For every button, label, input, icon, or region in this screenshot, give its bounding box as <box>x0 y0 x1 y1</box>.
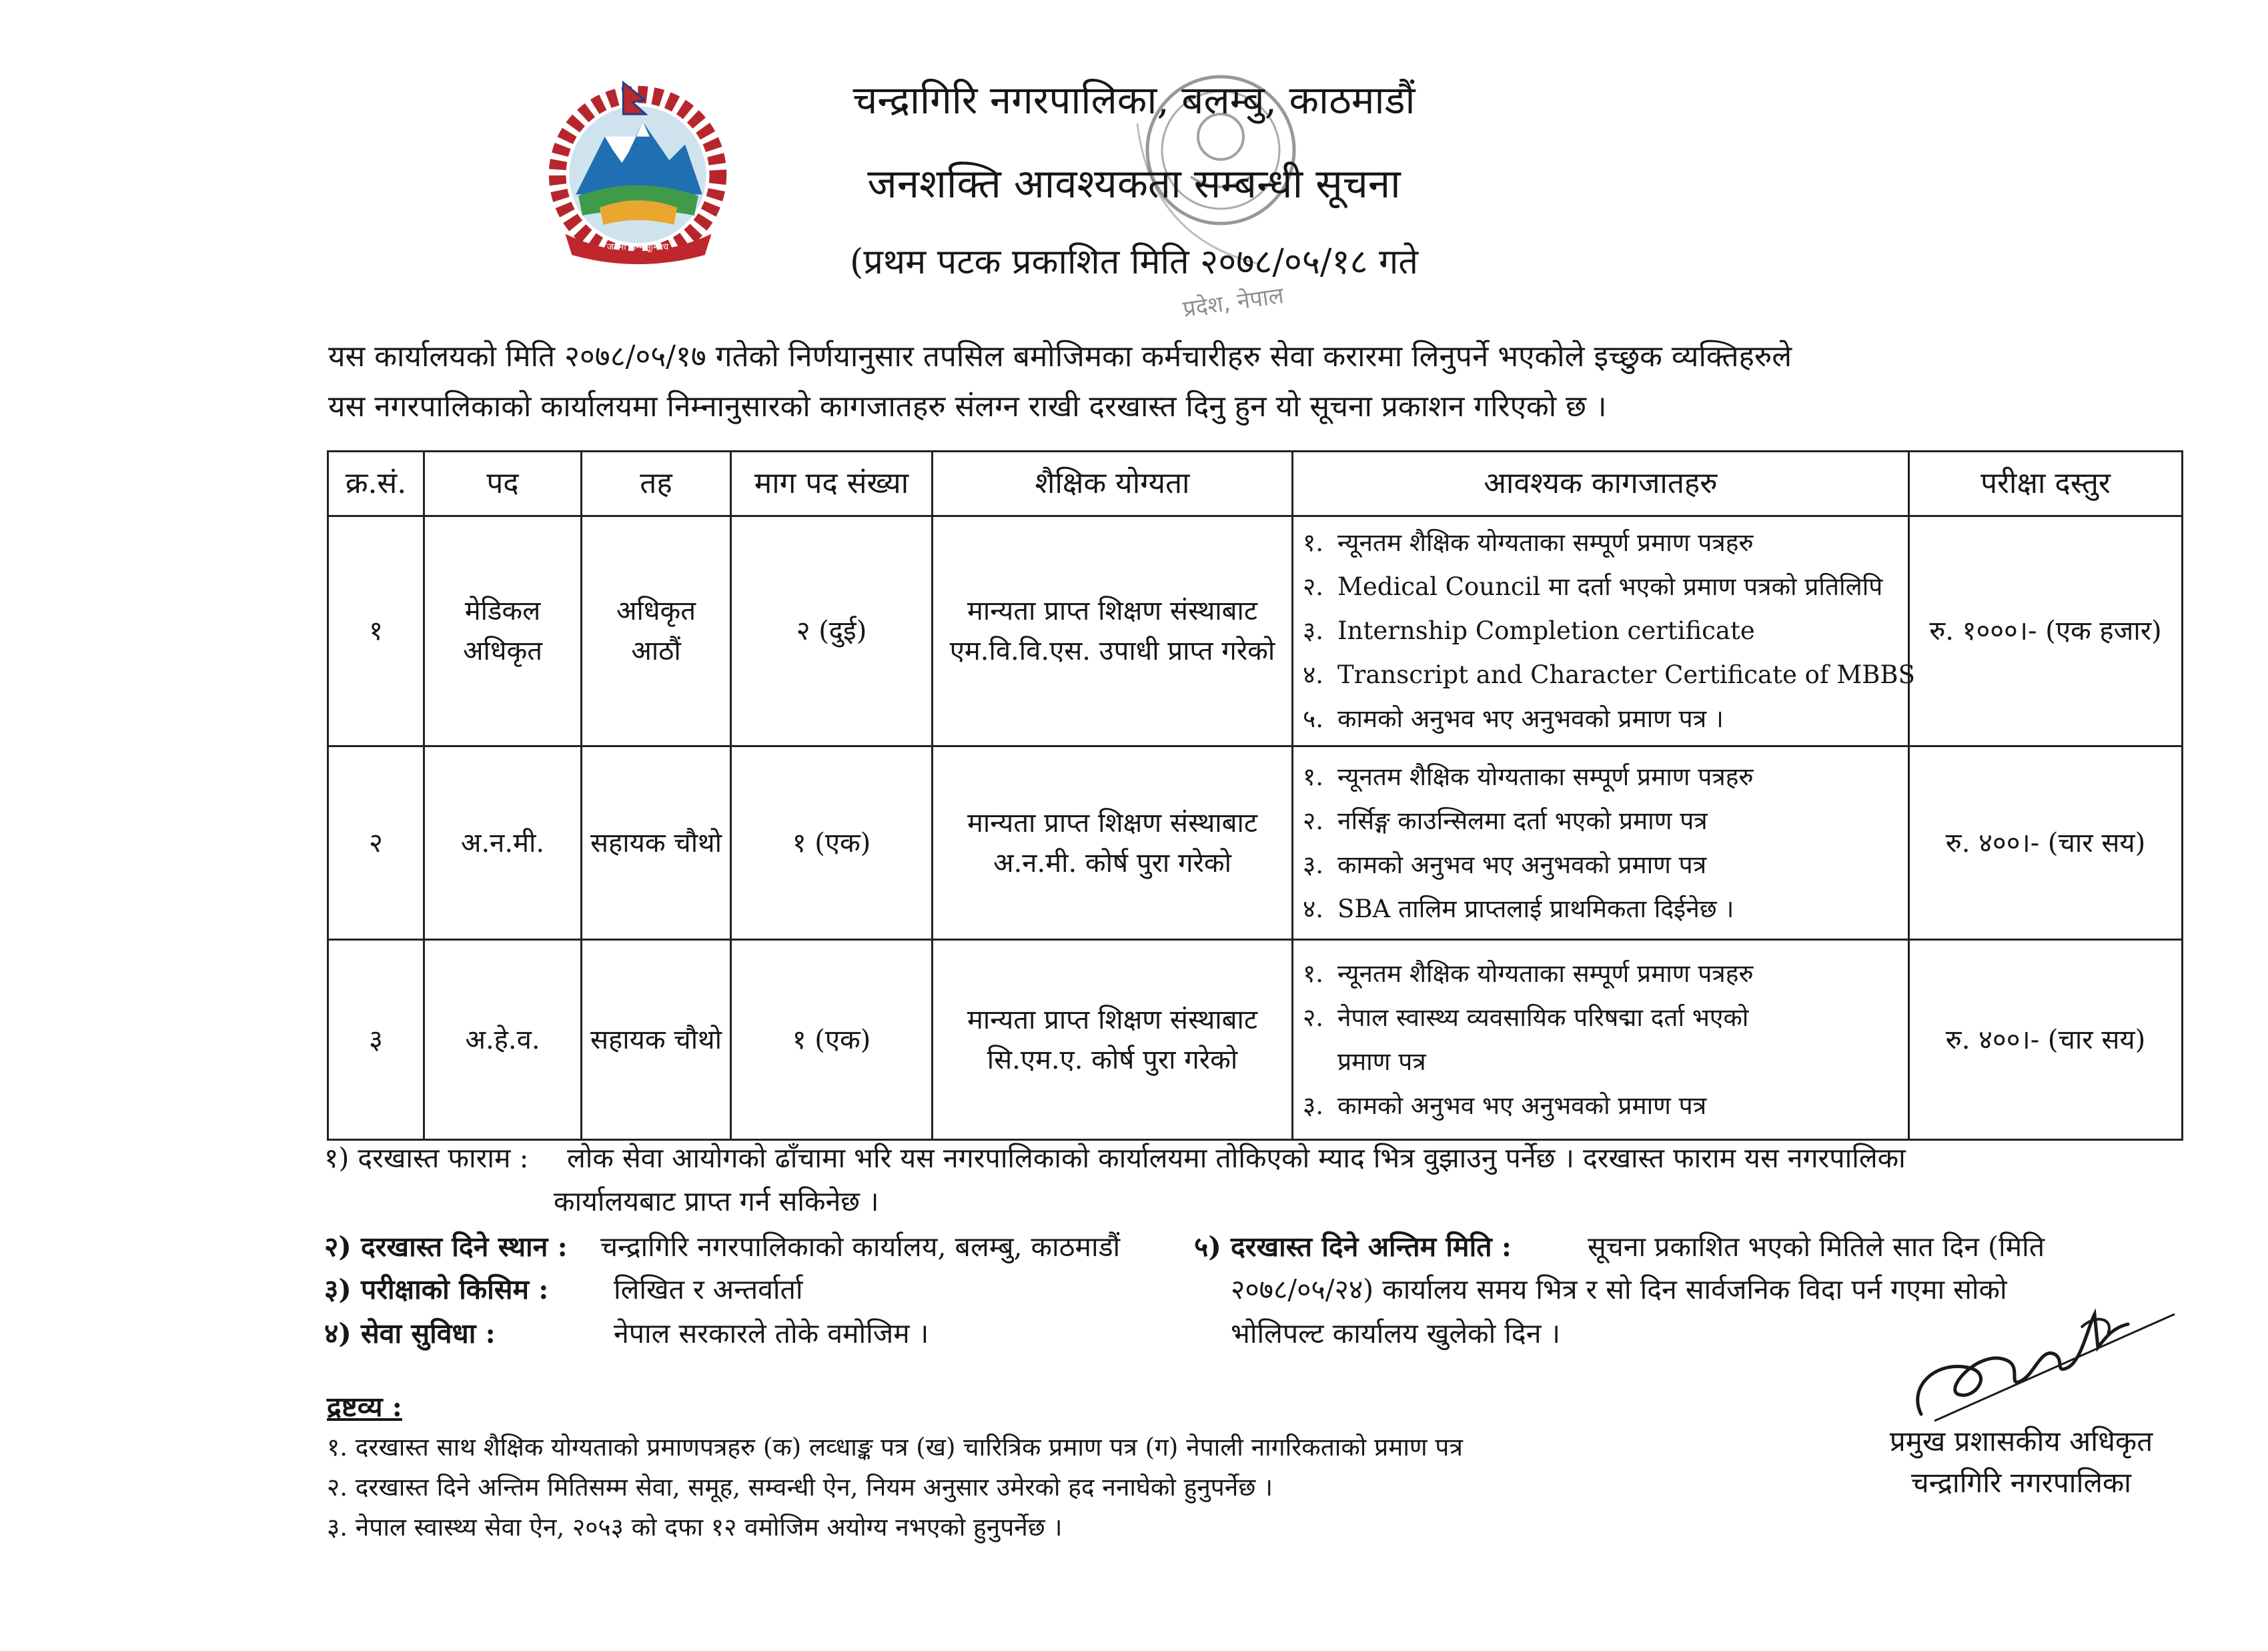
place-label: २) दरखास्त दिने स्थान : <box>324 1231 568 1263</box>
exam-type-text: लिखित र अन्तर्वार्ता <box>614 1273 803 1305</box>
publish-date-line: (प्रथम पटक प्रकाशित मिति २०७८/०५/१८ गते <box>850 242 1418 282</box>
table-row <box>328 746 2183 940</box>
cell-count: १ (एक) <box>731 746 933 940</box>
signatory-office: चन्द्रागिरि नगरपालिका <box>1910 1466 2132 1499</box>
document-item: १. न्यूनतम शैक्षिक योग्यताका सम्पूर्ण प्रमाण पत्रहरु <box>1303 959 1754 988</box>
cell-sn: ३ <box>328 940 424 1140</box>
notice-subtitle: जनशक्ति आवश्यकता सम्बन्धी सूचना <box>867 161 1401 207</box>
document-item: २. नर्सिङ्ग काउन्सिलमा दर्ता भएको प्रमाण पत्र <box>1303 806 1708 835</box>
cell-sn: १ <box>328 516 424 746</box>
document-item: २. नेपाल स्वास्थ्य व्यवसायिक परिषद्मा दर्ता भएको <box>1303 1003 1749 1032</box>
form-text-2: कार्यालयबाट प्राप्त गर्न सकिनेछ । <box>554 1185 879 1217</box>
cell-level: सहायक चौथो <box>582 746 731 940</box>
cell-qualification: मान्यता प्राप्त शिक्षण संस्थाबाट अ.न.मी. कोर्ष पुरा गरेको <box>933 746 1293 940</box>
col-header-sn: क्र.सं. <box>328 452 424 516</box>
notes-title: द्रष्टव्य : <box>327 1391 402 1423</box>
deadline-text-3: भोलिपल्ट कार्यालय खुलेको दिन । <box>1231 1317 1561 1349</box>
document-item: २. Medical Council मा दर्ता भएको प्रमाण पत्रको प्रतिलिपि <box>1303 572 1883 601</box>
cell-count: १ (एक) <box>731 940 933 1140</box>
cell-documents <box>1293 746 1909 940</box>
table-row <box>328 940 2183 1140</box>
note-item: २. दरखास्त दिने अन्तिम मितिसम्म सेवा, समूह, सम्वन्धी ऐन, नियम अनुसार उमेरको हद ननाघेको हुनुपर्नेछ । <box>327 1473 1273 1502</box>
svg-text:जननी जन्मभूमिश्च: जननी जन्मभूमिश्च <box>606 241 669 253</box>
cell-count: २ (दुई) <box>731 516 933 746</box>
col-header-level: तह <box>582 452 731 516</box>
col-header-post: पद <box>424 452 582 516</box>
cell-level: अधिकृत आठौं <box>582 516 731 746</box>
document-item: १. न्यूनतम शैक्षिक योग्यताका सम्पूर्ण प्रमाण पत्रहरु <box>1303 762 1754 791</box>
deadline-label: ५) दरखास्त दिने अन्तिम मिति : <box>1194 1231 1512 1263</box>
cell-fee: रु. ४००।- (चार सय) <box>1909 746 2183 940</box>
document-item: ५. कामको अनुभव भए अनुभवको प्रमाण पत्र । <box>1303 704 1724 733</box>
cell-documents <box>1293 516 1915 746</box>
document-item: ३. कामको अनुभव भए अनुभवको प्रमाण पत्र <box>1303 850 1707 879</box>
cell-post: अ.न.मी. <box>424 746 582 940</box>
table-row <box>328 516 2183 746</box>
cell-fee: रु. ४००।- (चार सय) <box>1909 940 2183 1140</box>
intro-line-2: यस नगरपालिकाको कार्यालयमा निम्नानुसारको कागजातहरु संलग्न राखी दरखास्त दिनु हुन यो सूचना प्रकाशन गरिएको छ । <box>328 390 1607 424</box>
cell-documents <box>1293 940 1909 1140</box>
deadline-text-2: २०७८/०५/२४) कार्यालय समय भित्र र सो दिन सार्वजनिक विदा पर्न गएमा सोको <box>1231 1273 2007 1305</box>
service-label: ४) सेवा सुविधा : <box>324 1317 496 1349</box>
exam-type-label: ३) परीक्षाको किसिम : <box>324 1273 549 1305</box>
office-title: चन्द्रागिरि नगरपालिका, बलम्बु, काठमाडौं <box>853 77 1415 123</box>
signatory-title: प्रमुख प्रशासकीय अधिकृत <box>1889 1425 2153 1458</box>
table-header-row <box>328 452 2183 516</box>
cell-post: मेडिकल अधिकृत <box>424 516 582 746</box>
place-text: चन्द्रागिरि नगरपालिकाको कार्यालय, बलम्बु, काठमाडौं <box>600 1231 1121 1263</box>
document-item: ३. कामको अनुभव भए अनुभवको प्रमाण पत्र <box>1303 1091 1707 1120</box>
cell-qualification: मान्यता प्राप्त शिक्षण संस्थाबाट सि.एम.ए. कोर्ष पुरा गरेको <box>933 940 1293 1140</box>
cell-level: सहायक चौथो <box>582 940 731 1140</box>
cell-post: अ.हे.व. <box>424 940 582 1140</box>
col-header-fee: परीक्षा दस्तुर <box>1909 452 2183 516</box>
col-header-count: माग पद संख्या <box>731 452 933 516</box>
handwritten-signature <box>1894 1287 2181 1441</box>
note-item: ३. नेपाल स्वास्थ्य सेवा ऐन, २०५३ को दफा १२ वमोजिम अयोग्य नभएको हुनुपर्नेछ । <box>327 1513 1063 1542</box>
vacancy-table <box>327 450 2183 1141</box>
document-item: ३. Internship Completion certificate <box>1303 616 1755 645</box>
service-text: नेपाल सरकारले तोके वमोजिम । <box>614 1317 929 1349</box>
document-item: ४. SBA तालिम प्राप्तलाई प्राथमिकता दिईनेछ । <box>1303 894 1734 923</box>
form-label: १) दरखास्त फाराम : <box>324 1142 529 1174</box>
note-item: १. दरखास्त साथ शैक्षिक योग्यताको प्रमाणपत्रहरु (क) लव्धाङ्क पत्र (ख) चारित्रिक प्रमाण पत्र (ग) नेपाली नागरिकताको प्रमाण पत्र <box>327 1433 1463 1462</box>
document-item: ४. Transcript and Character Certificate of MBBS <box>1303 660 1915 689</box>
cell-fee: रु. १०००।- (एक हजार) <box>1909 516 2183 746</box>
document-item: १. न्यूनतम शैक्षिक योग्यताका सम्पूर्ण प्रमाण पत्रहरु <box>1303 528 1754 557</box>
svg-text:प्रदेश, नेपाल: प्रदेश, नेपाल <box>1181 282 1285 323</box>
cell-qualification: मान्यता प्राप्त शिक्षण संस्थाबाट एम.वि.वि.एस. उपाधी प्राप्त गरेको <box>933 516 1293 746</box>
cell-sn: २ <box>328 746 424 940</box>
form-text-1: लोक सेवा आयोगको ढाँचामा भरि यस नगरपालिकाको कार्यालयमा तोकिएको म्याद भित्र वुझाउनु पर्नेछ । दरखास्त फाराम यस नगरपालिका <box>567 1142 1906 1174</box>
col-header-qualification: शैक्षिक योग्यता <box>933 452 1293 516</box>
intro-line-1: यस कार्यालयको मिति २०७८/०५/१७ गतेको निर्णयानुसार तपसिल बमोजिमका कर्मचारीहरु सेवा करारमा लिनुपर्ने भएकोले इच्छुक व्यक्तिहरुले <box>328 340 1792 374</box>
deadline-text-1: सूचना प्रकाशित भएको मितिले सात दिन (मिति <box>1588 1231 2045 1263</box>
document-item: प्रमाण पत्र <box>1337 1047 1426 1076</box>
col-header-documents: आवश्यक कागजातहरु <box>1293 452 1909 516</box>
